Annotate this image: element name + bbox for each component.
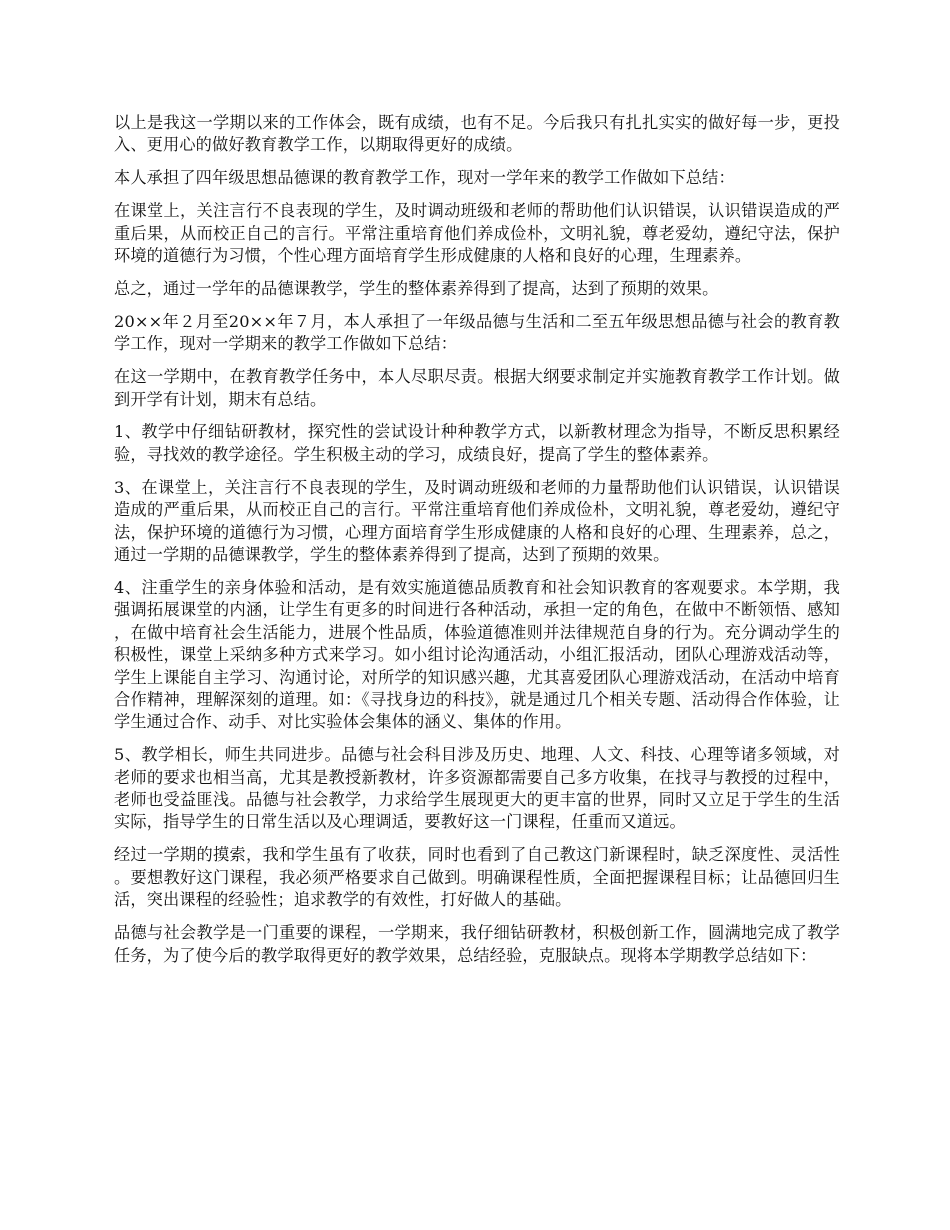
- document-body: [114, 112, 840, 977]
- paragraph-6: 在这一学期中，在教育教学任务中，本人尽职尽责。根据大纲要求制定并实施教育教学工作计划。做到开学有计划，期末有总结。: [114, 367, 840, 409]
- paragraph-11: 经过一学期的摸索，我和学生虽有了收获，同时也看到了自己教这门新课程时，缺乏深度性、灵活性。要想教好这门课程，我必须严格要求自己做到。明确课程性质，全面把握课程目标；让品德回归生活，突出课程的经验性；追求教学的有效性，打好做人的基础。: [114, 845, 840, 910]
- paragraph-2: 本人承担了四年级思想品德课的教育教学工作，现对一学年来的教学工作做如下总结：: [114, 168, 735, 188]
- paragraph-7: 1、教学中仔细钻研教材，探究性的尝试设计种种教学方式，以新教材理念为指导，不断反思积累经验，寻找效的教学途径。学生积极主动的学习，成绩良好，提高了学生的整体素养。: [114, 422, 840, 464]
- paragraph-3: 在课堂上，关注言行不良表现的学生，及时调动班级和老师的帮助他们认识错误，认识错误造成的严重后果，从而校正自己的言行。平常注重培育他们养成俭朴，文明礼貌，尊老爱幼，遵纪守法，保护环境的道德行为习惯，个性心理方面培育学生形成健康的人格和良好的心理，生理素养。: [114, 201, 840, 266]
- paragraph-4: 总之，通过一学年的品德课教学，学生的整体素养得到了提高，达到了预期的效果。: [114, 278, 719, 298]
- paragraph-10: 5、教学相长，师生共同进步。品德与社会科目涉及历史、地理、人文、科技、心理等诸多领域，对老师的要求也相当高，尤其是教授新教材，许多资源都需要自己多方收集，在找寻与教授的过程中，老师也受益匪浅。品德与社会教学，力求给学生展现更大的更丰富的世界，同时又立足于学生的生活实际，指导学生的日常生活以及心理调适，要教好这一门课程，任重而又道远。: [114, 745, 840, 832]
- paragraph-5: 20××年２月至20××年７月，本人承担了一年级品德与生活和二至五年级思想品德与社会的教育教学工作，现对一学期来的教学工作做如下总结：: [114, 311, 840, 354]
- paragraph-9: 4、注重学生的亲身体验和活动，是有效实施道德品质教育和社会知识教育的客观要求。本学期，我强调拓展课堂的内涵，让学生有更多的时间进行各种活动，承担一定的角色，在做中不断领悟、感知，在做中培育社会生活能力，进展个性品质，体验道德准则并法律规范自身的行为。充分调动学生的积极性，课堂上采纳多种方式来学习。如小组讨论沟通活动，小组汇报活动，团队心理游戏活动等，学生上课能自主学习、沟通讨论，对所学的知识感兴趣，尤其喜爱团队心理游戏活动，在活动中培育合作精神，理解深刻的道理。如：《寻找身边的科技》，就是通过几个相关专题、活动得合作体验，让学生通过合作、动手、对比实验体会集体的涵义、集体的作用。: [114, 577, 840, 732]
- paragraph-8: 3、在课堂上，关注言行不良表现的学生，及时调动班级和老师的力量帮助他们认识错误，认识错误造成的严重后果，从而校正自己的言行。平常注重培育他们养成俭朴，文明礼貌，尊老爱幼，遵纪守法，保护环境的道德行为习惯，心理方面培育学生形成健康的人格和良好的心理、生理素养，总之，通过一学期的品德课教学，学生的整体素养得到了提高，达到了预期的效果。: [114, 477, 840, 564]
- paragraph-1: 以上是我这一学期以来的工作体会，既有成绩，也有不足。今后我只有扎扎实实的做好每一步，更投入、更用心的做好教育教学工作，以期取得更好的成绩。: [114, 113, 840, 155]
- paragraph-12: 品德与社会教学是一门重要的课程，一学期来，我仔细钻研教材，积极创新工作，圆满地完成了教学任务，为了使今后的教学取得更好的教学效果，总结经验，克服缺点。现将本学期教学总结如下：: [114, 923, 840, 965]
